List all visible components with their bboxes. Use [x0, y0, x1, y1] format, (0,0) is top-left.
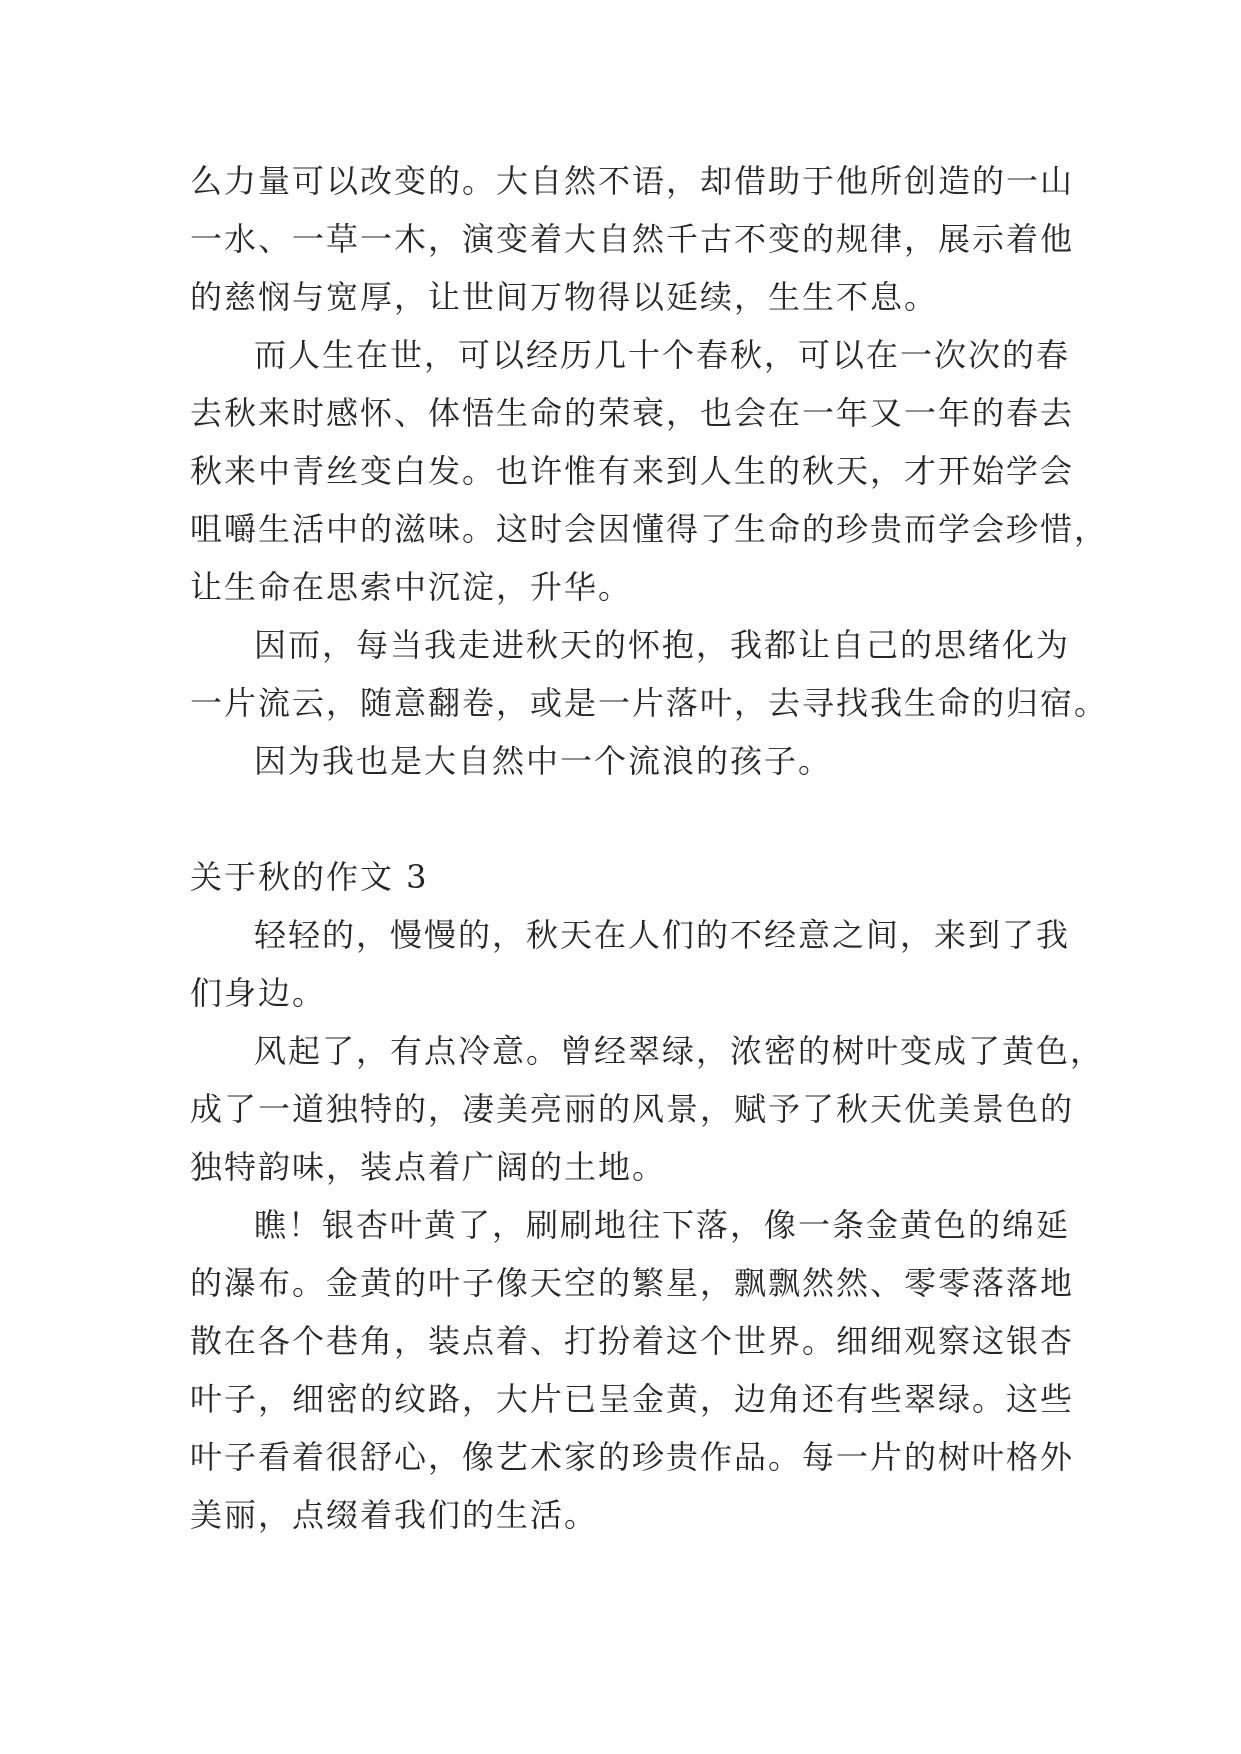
- text-line: 去秋来时感怀、体悟生命的荣衰，也会在一年又一年的春去: [190, 394, 1075, 432]
- text-line: 因为我也是大自然中一个流浪的孩子。: [254, 742, 833, 780]
- text-line: 一片流云，随意翻卷，或是一片落叶，去寻找我生命的归宿。: [190, 684, 1109, 722]
- text-line: 么力量可以改变的。大自然不语，却借助于他所创造的一山: [190, 162, 1075, 200]
- text-line: 因而，每当我走进秋天的怀抱，我都让自己的思绪化为: [254, 626, 1071, 664]
- text-line: 的慈悯与宽厚，让世间万物得以延续，生生不息。: [190, 278, 939, 316]
- text-line: 独特韵味，装点着广阔的土地。: [190, 1148, 667, 1186]
- text-line: 一水、一草一木，演变着大自然千古不变的规律，展示着他: [190, 220, 1075, 258]
- text-line: 风起了，有点冷意。曾经翠绿，浓密的树叶变成了黄色，: [254, 1032, 1105, 1070]
- section-paragraph-2: [190, 1022, 1105, 1196]
- section-title: 关于秋的作文 3: [190, 858, 429, 896]
- blank-line: [190, 790, 1050, 848]
- text-line: 轻轻的，慢慢的，秋天在人们的不经意之间，来到了我: [254, 916, 1071, 954]
- text-line: 成了一道独特的，凄美亮丽的风景，赋予了秋天优美景色的: [190, 1090, 1075, 1128]
- text-line: 秋来中青丝变白发。也许惟有来到人生的秋天，才开始学会: [190, 452, 1075, 490]
- text-line: 让生命在思索中沉淀，升华。: [190, 568, 633, 606]
- text-line: 们身边。: [190, 974, 327, 1012]
- text-line: 的瀑布。金黄的叶子像天空的繁星，飘飘然然、零零落落地: [190, 1264, 1075, 1302]
- text-line: 叶子看着很舒心，像艺术家的珍贵作品。每一片的树叶格外: [190, 1438, 1075, 1476]
- section-paragraph-1: [190, 906, 1071, 1022]
- text-line: 叶子，细密的纹路，大片已呈金黄，边角还有些翠绿。这些: [190, 1380, 1075, 1418]
- paragraph-continued: [190, 152, 1075, 326]
- text-line: 瞧！银杏叶黄了，刷刷地往下落，像一条金黄色的绵延: [254, 1206, 1071, 1244]
- text-line: 而人生在世，可以经历几十个春秋，可以在一次次的春: [254, 336, 1071, 374]
- body-text: [190, 152, 1109, 1544]
- paragraph-4: [190, 732, 1050, 790]
- text-line: 咀嚼生活中的滋味。这时会因懂得了生命的珍贵而学会珍惜，: [190, 510, 1109, 548]
- text-line: 美丽，点缀着我们的生活。: [190, 1496, 599, 1534]
- text-line: 散在各个巷角，装点着、打扮着这个世界。细细观察这银杏: [190, 1322, 1075, 1360]
- paragraph-3: [190, 616, 1109, 732]
- section-paragraph-3: [190, 1196, 1075, 1544]
- paragraph-2: [190, 326, 1109, 616]
